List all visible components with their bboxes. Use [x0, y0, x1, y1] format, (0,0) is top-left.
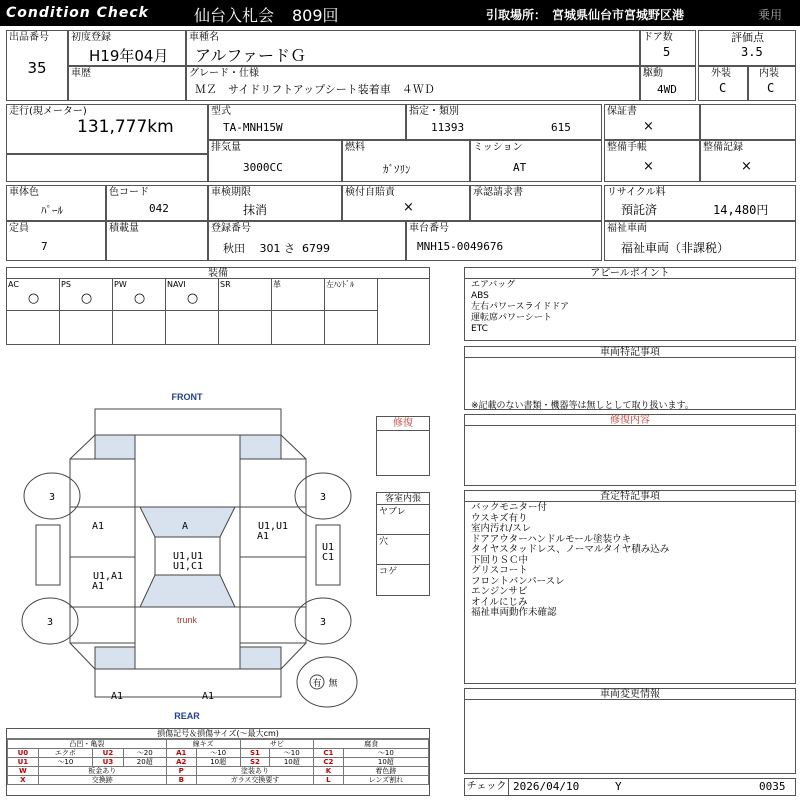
- legend-code: B: [166, 776, 196, 785]
- interior-damage-hole: 穴: [379, 537, 389, 547]
- model-label: 型式: [211, 106, 231, 117]
- legend-code: W: [8, 767, 39, 776]
- appeal-title: アピールポイント: [465, 268, 795, 279]
- headlight-right: [240, 435, 281, 459]
- category-number: 615: [551, 121, 571, 134]
- color-code-value: 042: [149, 202, 169, 215]
- capacity-label: 定員: [9, 223, 29, 234]
- right-side-damage-1: U1: [321, 542, 335, 553]
- vehicle-diagram: [0, 385, 372, 723]
- equipment-header: SR: [220, 280, 231, 289]
- approval-box: [470, 185, 602, 221]
- equipment-header: 革: [273, 280, 281, 289]
- legend-cat: サビ: [240, 740, 314, 749]
- mileage-value: 131,777km: [77, 117, 174, 137]
- left-front-door: [70, 507, 135, 557]
- fuel-label: 燃料: [345, 142, 365, 153]
- check-number: 0035: [759, 780, 786, 793]
- legend-desc: ガラス交換要す: [196, 776, 313, 785]
- legend-code: X: [8, 776, 39, 785]
- equipment-mark: ○: [186, 291, 199, 306]
- left-quarter: [70, 607, 135, 643]
- equipment-cell: [7, 279, 60, 311]
- score-label: 評価点: [731, 31, 764, 44]
- approval-label: 承認請求書: [473, 187, 523, 198]
- interior-damage-burn: コゲ: [379, 567, 398, 577]
- equipment-header: PW: [114, 280, 127, 289]
- inspection-note-item: フロントバンパースレ: [471, 575, 565, 587]
- interior-damage-tear: ヤブレ: [379, 507, 406, 517]
- inspection-note-item: ドアアウターハンドルモール塗装ウキ: [471, 533, 632, 545]
- repair-mark-label: 修復: [377, 417, 429, 431]
- brand-title: Condition Check: [6, 5, 149, 21]
- tire-rr-grade: 3: [319, 617, 327, 628]
- equipment-cell: [166, 279, 219, 311]
- auction-round: 809回: [292, 6, 339, 25]
- legend-code: U2: [93, 749, 124, 758]
- legend-code: L: [314, 776, 343, 785]
- exterior-value: C: [719, 81, 727, 95]
- capacity-value: 7: [41, 240, 48, 253]
- designation-value: 11393: [431, 121, 465, 134]
- plate-value: 秋田 301 さ 6799: [223, 242, 330, 255]
- color-label: 車体色: [9, 187, 39, 198]
- legend-desc: 20超: [123, 758, 166, 767]
- trunk-label: trunk: [176, 615, 198, 625]
- repair-section: [464, 414, 796, 486]
- equipment-section: [6, 267, 430, 345]
- appeal-list: [471, 280, 569, 335]
- left-mirror-panel: [36, 525, 60, 585]
- tax-box: [342, 185, 470, 221]
- equipment-cell: [219, 279, 272, 311]
- designation-label: 指定・類別: [409, 106, 459, 117]
- special-note: ※記載のない書類・機器等は無しとして取り扱います。: [471, 401, 694, 411]
- mission-box: [470, 140, 602, 182]
- recycle-box: [604, 185, 796, 221]
- special-title: 車両特記事項: [465, 347, 795, 358]
- load-box: [106, 221, 208, 261]
- tax-label: 検付自賠責: [345, 187, 395, 198]
- special-section: [464, 346, 796, 410]
- legend-desc: ～10: [196, 749, 240, 758]
- interior-damage-row: [377, 505, 429, 535]
- equipment-blank-cell: [219, 311, 272, 344]
- rear-right-damage: A1: [201, 691, 215, 702]
- appeal-item: 左右パワースライドドア: [471, 302, 570, 312]
- displacement-label: 排気量: [211, 142, 241, 153]
- inspection-value: 抹消: [243, 203, 268, 217]
- right-side-damage-2: C1: [321, 552, 335, 563]
- legend-row: [8, 776, 429, 785]
- spare-absent: 無: [328, 679, 338, 689]
- taillight-left: [95, 647, 135, 669]
- first-reg-box: [68, 30, 186, 66]
- equipment-mark: ○: [133, 291, 146, 306]
- equipment-header: 左ﾊﾝﾄﾞﾙ: [326, 280, 354, 289]
- maintenance-record-box: [700, 140, 796, 182]
- interior-value: C: [767, 81, 775, 95]
- legend-code: U1: [8, 758, 39, 767]
- inspection-notes-title: 査定特記事項: [465, 491, 795, 502]
- equipment-mark: ○: [27, 291, 40, 306]
- tire-fl-grade: 3: [48, 492, 56, 503]
- inspection-note-item: 室内汚れ/スレ: [471, 523, 532, 534]
- headlight-left: [95, 435, 135, 459]
- legend-desc: レンズ割れ: [343, 776, 428, 785]
- equipment-cell: [60, 279, 113, 311]
- legend-code: S2: [240, 758, 270, 767]
- exterior-box: [698, 66, 748, 101]
- pickup-place: 宮城県仙台市宮城野区港: [552, 8, 685, 22]
- rear-window: [140, 575, 235, 607]
- legend-desc: 10超: [343, 758, 428, 767]
- capacity-box: [6, 221, 106, 261]
- legend-desc: エクボ: [38, 749, 92, 758]
- inspection-notes-section: [464, 490, 796, 684]
- appeal-item: ETC: [471, 324, 488, 334]
- legend-cat: 凸凹・亀裂: [8, 740, 167, 749]
- appeal-item: ABS: [471, 291, 489, 301]
- equipment-blank-cell: [272, 311, 325, 344]
- legend-section: [6, 728, 430, 796]
- hood-damage: A: [181, 521, 189, 532]
- color-code-box: [106, 185, 208, 221]
- header-bar: [0, 0, 800, 26]
- fuel-box: [342, 140, 470, 182]
- hood-panel: [135, 435, 240, 507]
- welfare-value: 福祉車両（非課税）: [621, 241, 730, 255]
- grade-value: ＭＺ サイドリフトアップシート装着車 ４ＷＤ: [195, 83, 435, 96]
- inspection-notes-list: [471, 503, 669, 619]
- interior-damage-box: [376, 492, 430, 596]
- rear-label: REAR: [174, 711, 200, 721]
- repair-title: 修復内容: [465, 415, 795, 426]
- interior-damage-row: [377, 535, 429, 565]
- grade-box: [186, 66, 640, 101]
- first-reg-value: H19年04月: [89, 47, 169, 65]
- legend-code: U3: [93, 758, 124, 767]
- appeal-item: 運転席パワーシート: [471, 313, 552, 323]
- warranty-box: [604, 104, 700, 140]
- displacement-box: [208, 140, 342, 182]
- equipment-cell: [272, 279, 325, 311]
- spare-tire: [297, 657, 357, 707]
- inspection-note-item: 福祉車両動作未確認: [471, 607, 557, 618]
- maintenance-book-label: 整備手帳: [607, 142, 647, 153]
- legend-title: 損傷記号＆損傷サイズ(～最大cm): [7, 729, 429, 739]
- car-name-box: [186, 30, 640, 66]
- legend-code: A2: [166, 758, 196, 767]
- equipment-blank-cell: [7, 311, 60, 344]
- displacement-value: 3000CC: [243, 161, 283, 174]
- mileage-box: [6, 104, 208, 154]
- equipment-mark: ○: [80, 291, 93, 306]
- check-date: 2026/04/10: [513, 780, 580, 793]
- right-front-door-damage-1: U1,U1: [257, 521, 289, 532]
- model-value: TA-MNH15W: [223, 121, 283, 134]
- maintenance-book-box: [604, 140, 700, 182]
- drive-box: [640, 66, 696, 101]
- right-quarter: [240, 607, 306, 643]
- equipment-header: AC: [8, 280, 19, 289]
- equipment-blank-cell: [325, 311, 378, 344]
- legend-code: P: [166, 767, 196, 776]
- right-fender: [240, 459, 306, 507]
- lot-box: [6, 30, 68, 101]
- pickup-label: 引取場所：: [486, 8, 547, 22]
- legend-row: [8, 767, 429, 776]
- mileage-extra-box: [6, 154, 208, 182]
- check-label: チェック: [465, 779, 509, 795]
- recycle-fee: 14,480円: [713, 203, 769, 217]
- designation-box: [406, 104, 602, 140]
- equipment-cell: [325, 279, 378, 311]
- mileage-label: 走行(現メーター): [9, 106, 87, 117]
- appeal-section: [464, 267, 796, 341]
- chassis-label: 車台番号: [409, 223, 449, 234]
- left-rear-door-damage-1: U1,A1: [92, 571, 124, 582]
- check-mark: Y: [615, 780, 622, 793]
- inspection-note-item: オイルにじみ: [471, 596, 528, 608]
- doors-box: [640, 30, 696, 66]
- equipment-header: NAVI: [167, 280, 186, 289]
- legend-desc: ～10: [38, 758, 92, 767]
- lot-number: 35: [27, 59, 47, 77]
- change-info-section: [464, 688, 796, 774]
- legend-code: K: [314, 767, 343, 776]
- recycle-label: リサイクル料: [607, 187, 666, 198]
- roof-damage-2: U1,C1: [172, 561, 204, 572]
- interior-box: [748, 66, 796, 101]
- legend-code: C2: [314, 758, 343, 767]
- tax-value: ×: [403, 200, 414, 215]
- legend-code: C1: [314, 749, 343, 758]
- front-label: FRONT: [171, 392, 203, 402]
- plate-box: [208, 221, 406, 261]
- legend-table: [7, 739, 429, 785]
- equipment-cell: [113, 279, 166, 311]
- car-name-value: アルファードＧ: [195, 46, 307, 65]
- inspection-note-item: 下回りＳＣ中: [471, 554, 529, 566]
- legend-desc: 塗装あり: [196, 767, 313, 776]
- fuel-value: ｶﾞｿﾘﾝ: [383, 163, 411, 176]
- front-bumper: [95, 409, 281, 435]
- legend-desc: 着色跡: [343, 767, 428, 776]
- legend-row: [8, 758, 429, 767]
- equipment-blank-cell: [113, 311, 166, 344]
- legend-code: S1: [240, 749, 270, 758]
- inspection-note-item: タイヤスタッドレス、ノーマルタイヤ積み込み: [471, 544, 670, 555]
- legend-desc: ～10: [343, 749, 428, 758]
- change-info-title: 車両変更情報: [465, 689, 795, 700]
- legend-code: U0: [8, 749, 39, 758]
- legend-desc: 交換跡: [38, 776, 166, 785]
- legend-cat: 腐食: [314, 740, 429, 749]
- legend-cat: 線キズ: [166, 740, 240, 749]
- tire-fr-grade: 3: [319, 492, 327, 503]
- color-code-label: 色コード: [109, 187, 149, 198]
- recycle-status: 預託済: [621, 203, 658, 217]
- drive-label: 駆動: [643, 68, 663, 79]
- legend-desc: 10超: [270, 758, 314, 767]
- auction-name: 仙台入札会: [194, 6, 275, 25]
- history-box: [68, 66, 186, 101]
- warranty-value: ×: [643, 119, 654, 134]
- appeal-item: エアバッグ: [471, 280, 516, 290]
- grade-label: グレード・仕様: [189, 68, 259, 79]
- maintenance-record-label: 整備記録: [703, 142, 743, 153]
- taillight-right: [240, 647, 281, 669]
- legend-desc: 10超: [196, 758, 240, 767]
- interior-damage-title: 客室内張: [377, 493, 429, 505]
- spare-present: 有: [312, 679, 322, 689]
- category-badge: 乗用: [758, 8, 783, 22]
- inspection-label: 車検期限: [211, 187, 251, 198]
- equipment-blank-cell: [166, 311, 219, 344]
- legend-desc: ～20: [123, 749, 166, 758]
- legend-code: A1: [166, 749, 196, 758]
- equipment-title: 装備: [7, 268, 429, 279]
- inspection-box: [208, 185, 342, 221]
- rear-left-damage: A1: [110, 691, 124, 702]
- warranty-extra-box: [700, 104, 796, 140]
- first-reg-label: 初度登録: [71, 32, 111, 43]
- model-box: [208, 104, 406, 140]
- roof-damage-1: U1,U1: [172, 551, 204, 562]
- chassis-box: [406, 221, 602, 261]
- inspection-note-item: エンジンサビ: [471, 586, 528, 597]
- exterior-label: 外装: [711, 68, 731, 79]
- equipment-header: PS: [61, 280, 71, 289]
- legend-row: [8, 749, 429, 758]
- score-box: [698, 30, 796, 66]
- color-box: [6, 185, 106, 221]
- doors-value: 5: [663, 45, 671, 59]
- interior-label: 内装: [759, 68, 779, 79]
- legend-desc: 板金あり: [38, 767, 166, 776]
- inspection-note-item: グリスコート: [471, 565, 528, 576]
- right-front-door-damage-2: A1: [256, 531, 270, 542]
- inspection-note-item: ウスキズ有り: [471, 512, 528, 524]
- maintenance-book-value: ×: [643, 159, 654, 174]
- interior-damage-row: [377, 565, 429, 595]
- check-row: [464, 778, 796, 796]
- plate-label: 登録番号: [211, 223, 251, 234]
- right-front-door: [240, 507, 306, 557]
- warranty-label: 保証書: [607, 106, 637, 117]
- color-value: ﾊﾟｰﾙ: [41, 204, 63, 217]
- welfare-box: [604, 221, 796, 261]
- repair-mark-box: [376, 416, 430, 476]
- score-value: 3.5: [741, 45, 763, 59]
- legend-cat-row: [8, 740, 429, 749]
- right-rear-door: [240, 557, 306, 607]
- mission-value: AT: [513, 161, 527, 174]
- tire-rl-grade: 3: [46, 617, 54, 628]
- left-rear-door-damage-2: A1: [91, 581, 105, 592]
- chassis-value: MNH15-0049676: [417, 240, 504, 253]
- legend-desc: ～10: [270, 749, 314, 758]
- left-front-door-damage: A1: [91, 521, 105, 532]
- welfare-label: 福祉車両: [607, 223, 647, 234]
- equipment-blank-cell: [60, 311, 113, 344]
- mission-label: ミッション: [473, 142, 523, 153]
- load-label: 積載量: [109, 223, 139, 234]
- car-name-label: 車種名: [189, 32, 219, 43]
- maintenance-record-value: ×: [741, 159, 752, 174]
- lot-label: 出品番号: [9, 32, 49, 43]
- drive-value: 4WD: [657, 83, 677, 96]
- inspection-note-item: バックモニター付: [471, 502, 548, 513]
- history-label: 車歴: [71, 68, 91, 79]
- doors-label: ドア数: [643, 32, 673, 43]
